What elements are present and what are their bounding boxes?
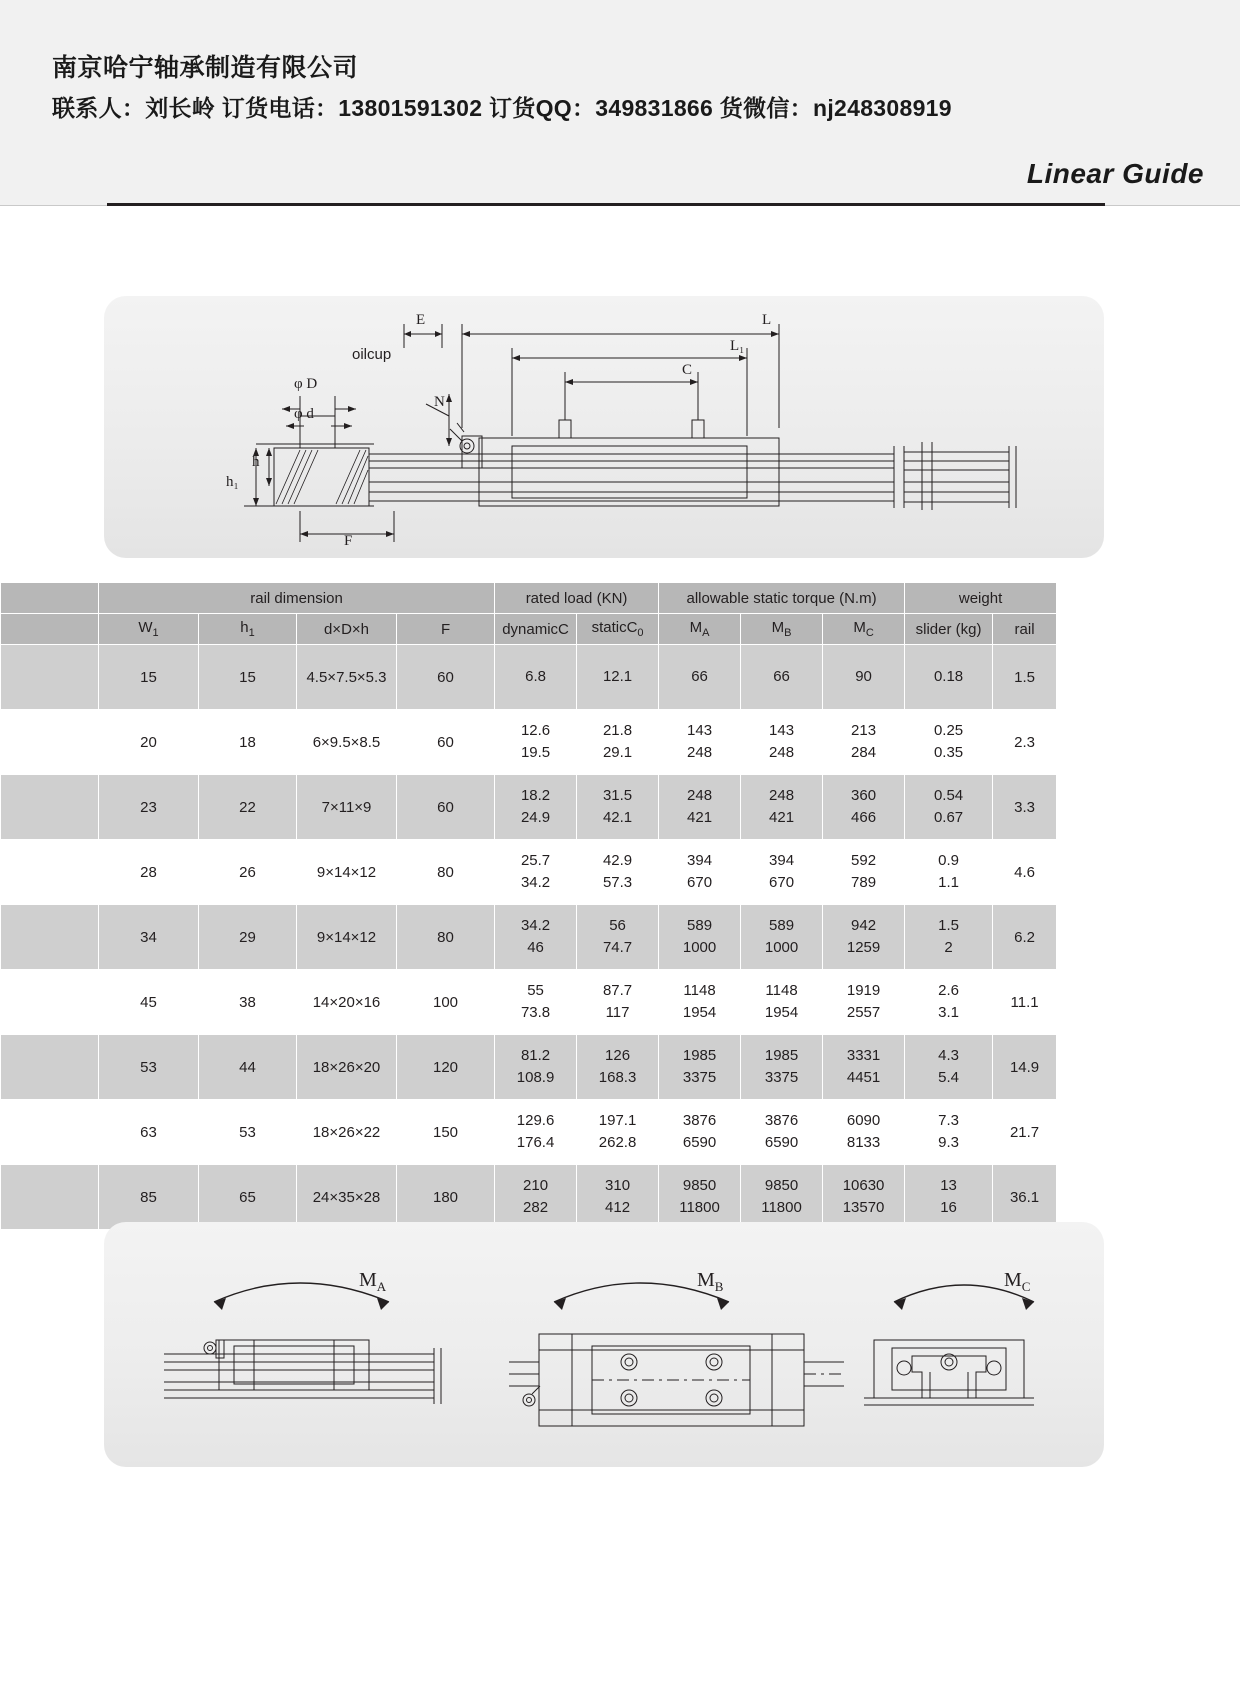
cell-model	[1, 1165, 99, 1230]
cell-h1: 29	[199, 905, 297, 970]
specification-table-wrap	[0, 582, 1056, 1230]
cell-dDh: 6×9.5×8.5	[297, 710, 397, 775]
cell-model	[1, 1035, 99, 1100]
cell-ma: 248 421	[659, 775, 741, 840]
cell-mc: 10630 13570	[823, 1165, 905, 1230]
cell-mc: 6090 8133	[823, 1100, 905, 1165]
cell-ma: 394 670	[659, 840, 741, 905]
cell-h1: 18	[199, 710, 297, 775]
cell-dynamic: 210 282	[495, 1165, 577, 1230]
caption-mb: $M_B$	[697, 1269, 724, 1294]
group-header-weight: weight	[905, 583, 1057, 614]
table-row	[1, 1035, 1057, 1100]
cell-f: 180	[397, 1165, 495, 1230]
cell-f: 100	[397, 970, 495, 1035]
cell-rail-weight: 1.5	[993, 645, 1057, 710]
column-header-dynamic-c: dynamicC	[495, 614, 577, 645]
column-header-slider-weight: slider (kg)	[905, 614, 993, 645]
cell-rail-weight: 36.1	[993, 1165, 1057, 1230]
cell-static: 21.8 29.1	[577, 710, 659, 775]
cell-w1: 63	[99, 1100, 199, 1165]
cell-mb: 248 421	[741, 775, 823, 840]
cell-dDh: 7×11×9	[297, 775, 397, 840]
cell-dynamic: 25.7 34.2	[495, 840, 577, 905]
cell-ma: 1148 1954	[659, 970, 741, 1035]
cell-w1: 34	[99, 905, 199, 970]
table-row	[1, 645, 1057, 710]
cell-w1: 53	[99, 1035, 199, 1100]
cell-h1: 44	[199, 1035, 297, 1100]
cell-dDh: 4.5×7.5×5.3	[297, 645, 397, 710]
cell-model	[1, 840, 99, 905]
cell-static: 197.1 262.8	[577, 1100, 659, 1165]
column-header-rail-weight: rail	[993, 614, 1057, 645]
cell-dynamic: 81.2 108.9	[495, 1035, 577, 1100]
label-E: E	[416, 312, 426, 328]
cell-h1: 65	[199, 1165, 297, 1230]
table-row	[1, 775, 1057, 840]
cell-static: 126 168.3	[577, 1035, 659, 1100]
cell-mb: 394 670	[741, 840, 823, 905]
moment-diagrams-panel	[104, 1222, 1104, 1467]
column-header-f: F	[397, 614, 495, 645]
label-C: C	[682, 362, 693, 378]
cell-mc: 90	[823, 645, 905, 710]
column-header-static-c0: staticC$_0$	[577, 614, 659, 645]
cell-w1: 85	[99, 1165, 199, 1230]
cell-f: 60	[397, 710, 495, 775]
cell-static: 31.5 42.1	[577, 775, 659, 840]
cell-slider-weight: 0.25 0.35	[905, 710, 993, 775]
cell-dDh: 18×26×20	[297, 1035, 397, 1100]
cell-dDh: 24×35×28	[297, 1165, 397, 1230]
cell-w1: 28	[99, 840, 199, 905]
cell-h1: 38	[199, 970, 297, 1035]
group-header-rated-load: rated load (KN)	[495, 583, 659, 614]
table-body	[1, 645, 1057, 1230]
moment-direction-diagrams	[104, 1222, 1104, 1467]
cell-slider-weight: 0.54 0.67	[905, 775, 993, 840]
cell-rail-weight: 11.1	[993, 970, 1057, 1035]
cell-mb: 1985 3375	[741, 1035, 823, 1100]
column-header-mc: $M_C$	[823, 614, 905, 645]
column-header-mb: $M_B$	[741, 614, 823, 645]
cell-static: 12.1	[577, 645, 659, 710]
label-F: F	[344, 533, 353, 549]
cell-dDh: 14×20×16	[297, 970, 397, 1035]
cell-mc: 360 466	[823, 775, 905, 840]
column-header-w1: $W_1$	[99, 614, 199, 645]
table-column-header-row	[1, 614, 1057, 645]
table-group-header-row	[1, 583, 1057, 614]
table-row	[1, 710, 1057, 775]
cell-rail-weight: 14.9	[993, 1035, 1057, 1100]
cell-ma: 3876 6590	[659, 1100, 741, 1165]
table-row	[1, 1165, 1057, 1230]
cell-slider-weight: 4.3 5.4	[905, 1035, 993, 1100]
cell-rail-weight: 4.6	[993, 840, 1057, 905]
top-drawing-panel	[104, 296, 1104, 558]
table-row	[1, 1100, 1057, 1165]
cell-h1: 26	[199, 840, 297, 905]
group-header-static-torque: allowable static torque (N.m)	[659, 583, 905, 614]
cell-rail-weight: 21.7	[993, 1100, 1057, 1165]
cell-ma: 589 1000	[659, 905, 741, 970]
cell-mb: 66	[741, 645, 823, 710]
cell-f: 80	[397, 905, 495, 970]
cell-static: 310 412	[577, 1165, 659, 1230]
caption-mc: $M_C$	[1004, 1269, 1031, 1294]
cell-dDh: 9×14×12	[297, 905, 397, 970]
cell-rail-weight: 3.3	[993, 775, 1057, 840]
label-oilcup: oilcup	[352, 346, 392, 363]
specification-table	[0, 582, 1057, 1230]
cell-dynamic: 18.2 24.9	[495, 775, 577, 840]
cell-h1: 53	[199, 1100, 297, 1165]
caption-ma: $M_A$	[359, 1269, 387, 1294]
cell-slider-weight: 0.18	[905, 645, 993, 710]
cell-h1: 22	[199, 775, 297, 840]
cell-w1: 15	[99, 645, 199, 710]
cell-mb: 143 248	[741, 710, 823, 775]
label-phi-d: φ d	[294, 406, 314, 422]
cell-slider-weight: 7.3 9.3	[905, 1100, 993, 1165]
cell-mb: 3876 6590	[741, 1100, 823, 1165]
label-h: h	[252, 454, 260, 470]
company-contact-line: 联系人：刘长岭 订货电话：13801591302 订货QQ：349831866 货微信：nj248308919	[52, 95, 952, 122]
cell-model	[1, 905, 99, 970]
cell-f: 60	[397, 645, 495, 710]
company-info	[52, 50, 952, 126]
cell-dynamic: 34.2 46	[495, 905, 577, 970]
cell-model	[1, 645, 99, 710]
cell-slider-weight: 13 16	[905, 1165, 993, 1230]
column-header-model	[1, 614, 99, 645]
cell-slider-weight: 0.9 1.1	[905, 840, 993, 905]
column-header-dDh: d×D×h	[297, 614, 397, 645]
cell-model	[1, 970, 99, 1035]
cell-h1: 15	[199, 645, 297, 710]
cell-ma: 1985 3375	[659, 1035, 741, 1100]
table-row	[1, 840, 1057, 905]
cell-dynamic: 129.6 176.4	[495, 1100, 577, 1165]
cell-slider-weight: 2.6 3.1	[905, 970, 993, 1035]
company-name: 南京哈宁轴承制造有限公司	[52, 54, 359, 82]
cell-dynamic: 6.8	[495, 645, 577, 710]
cell-static: 42.9 57.3	[577, 840, 659, 905]
label-h1: h₁	[226, 474, 239, 490]
table-row	[1, 905, 1057, 970]
cell-w1: 23	[99, 775, 199, 840]
section-title-wrap	[1027, 158, 1204, 190]
group-header-rail-dimension: rail dimension	[99, 583, 495, 614]
label-L1: L₁	[730, 338, 745, 354]
cell-model	[1, 775, 99, 840]
cell-model	[1, 1100, 99, 1165]
group-header-model	[1, 583, 99, 614]
label-N: N	[434, 394, 445, 410]
label-phi-D: φ D	[294, 376, 318, 392]
cell-mb: 1148 1954	[741, 970, 823, 1035]
cell-mc: 942 1259	[823, 905, 905, 970]
table-row	[1, 970, 1057, 1035]
cell-f: 120	[397, 1035, 495, 1100]
cell-f: 150	[397, 1100, 495, 1165]
cell-rail-weight: 6.2	[993, 905, 1057, 970]
cell-dDh: 9×14×12	[297, 840, 397, 905]
cell-mc: 592 789	[823, 840, 905, 905]
cell-static: 56 74.7	[577, 905, 659, 970]
cell-mc: 3331 4451	[823, 1035, 905, 1100]
label-L: L	[762, 312, 772, 328]
cell-mb: 9850 11800	[741, 1165, 823, 1230]
cell-mc: 1919 2557	[823, 970, 905, 1035]
cell-mc: 213 284	[823, 710, 905, 775]
cell-w1: 20	[99, 710, 199, 775]
cell-dynamic: 12.6 19.5	[495, 710, 577, 775]
title-divider	[107, 203, 1105, 206]
cell-mb: 589 1000	[741, 905, 823, 970]
column-header-ma: $M_A$	[659, 614, 741, 645]
cell-static: 87.7 117	[577, 970, 659, 1035]
cell-dynamic: 55 73.8	[495, 970, 577, 1035]
page-title: Linear Guide	[1026, 158, 1204, 189]
column-header-h1: $h_1$	[199, 614, 297, 645]
linear-guide-dimension-drawing	[104, 296, 1104, 558]
cell-f: 80	[397, 840, 495, 905]
cell-ma: 9850 11800	[659, 1165, 741, 1230]
cell-slider-weight: 1.5 2	[905, 905, 993, 970]
cell-ma: 143 248	[659, 710, 741, 775]
cell-ma: 66	[659, 645, 741, 710]
cell-dDh: 18×26×22	[297, 1100, 397, 1165]
cell-w1: 45	[99, 970, 199, 1035]
cell-model	[1, 710, 99, 775]
cell-f: 60	[397, 775, 495, 840]
cell-rail-weight: 2.3	[993, 710, 1057, 775]
